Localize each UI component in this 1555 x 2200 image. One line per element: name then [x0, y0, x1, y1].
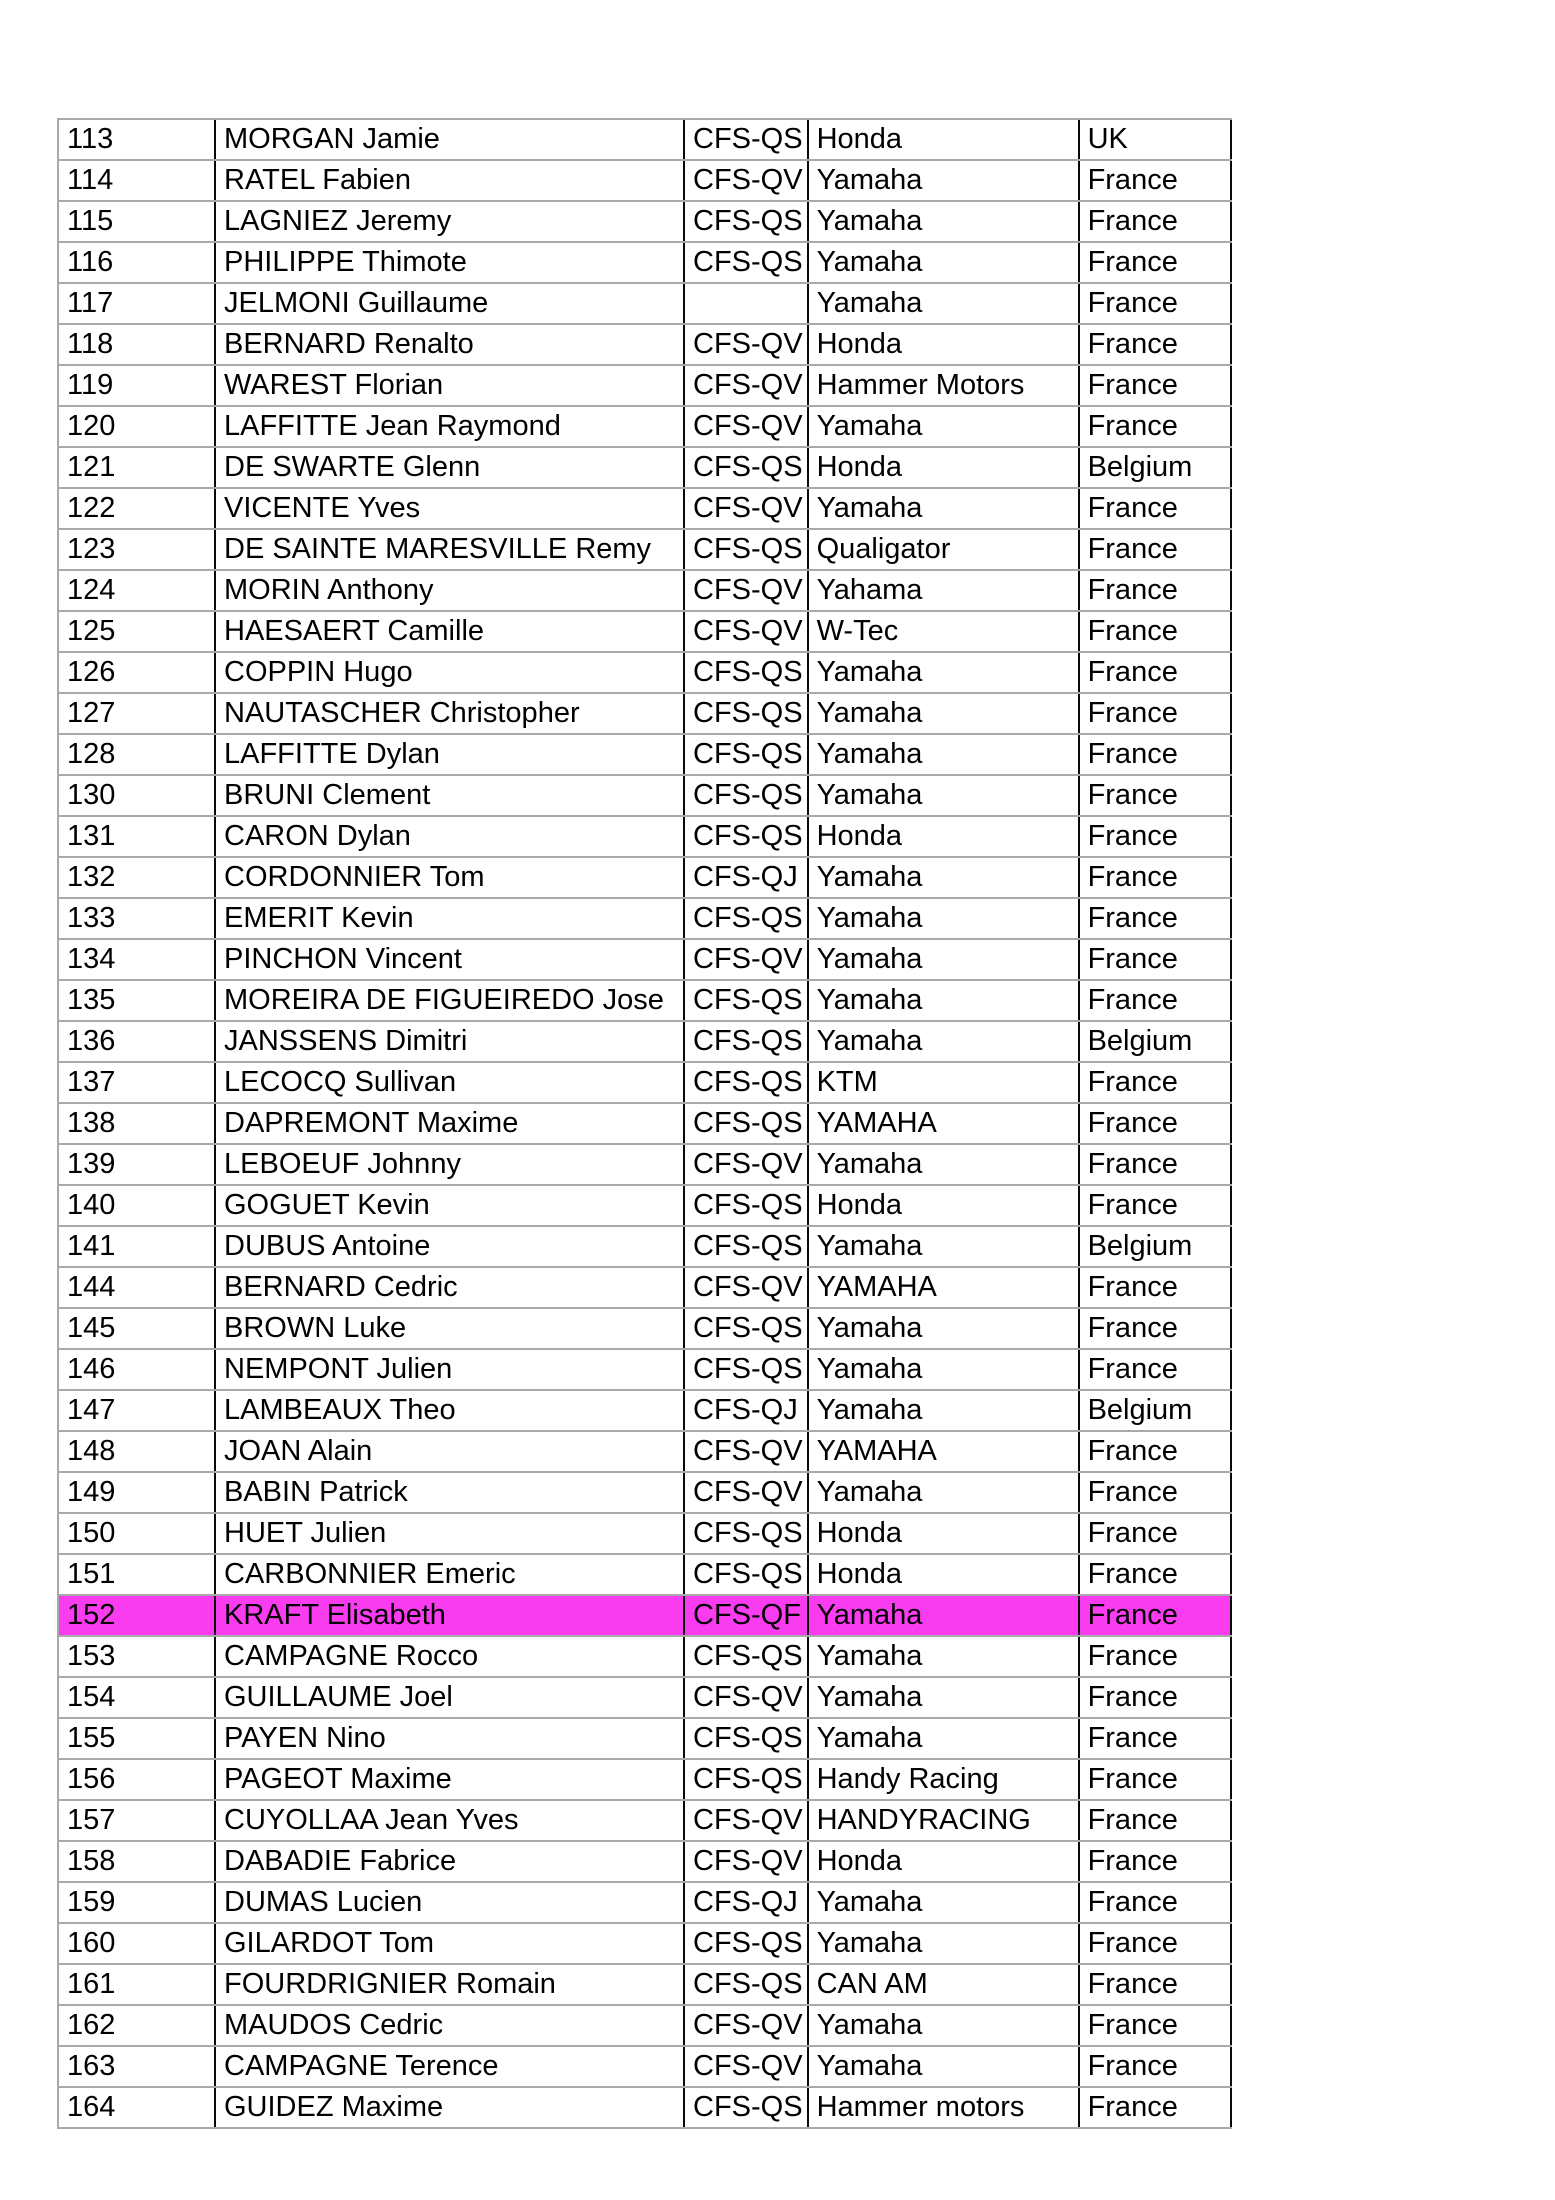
table-row: [58, 2087, 1231, 2128]
cell-class-code: CFS-QV: [684, 1841, 808, 1882]
cell-class-code: CFS-QS: [684, 693, 808, 734]
cell-rider-number: 116: [58, 242, 215, 283]
table-row: [58, 816, 1231, 857]
entry-list-body: [58, 119, 1231, 2128]
table-row: [58, 242, 1231, 283]
cell-rider-number: 132: [58, 857, 215, 898]
table-row: [58, 980, 1231, 1021]
cell-rider-name: GILARDOT Tom: [215, 1923, 684, 1964]
table-row: [58, 2046, 1231, 2087]
cell-brand: Yamaha: [808, 488, 1079, 529]
cell-country: UK: [1079, 119, 1231, 160]
cell-rider-number: 157: [58, 1800, 215, 1841]
cell-country: France: [1079, 2005, 1231, 2046]
cell-rider-number: 130: [58, 775, 215, 816]
table-row: [58, 365, 1231, 406]
cell-rider-number: 127: [58, 693, 215, 734]
cell-rider-name: KRAFT Elisabeth: [215, 1595, 684, 1636]
cell-rider-number: 150: [58, 1513, 215, 1554]
cell-country: France: [1079, 775, 1231, 816]
cell-brand: Honda: [808, 1185, 1079, 1226]
cell-class-code: CFS-QV: [684, 365, 808, 406]
cell-rider-number: 147: [58, 1390, 215, 1431]
cell-class-code: CFS-QS: [684, 775, 808, 816]
cell-rider-number: 159: [58, 1882, 215, 1923]
table-row: [58, 857, 1231, 898]
cell-country: Belgium: [1079, 447, 1231, 488]
cell-brand: Yamaha: [808, 242, 1079, 283]
cell-class-code: CFS-QS: [684, 1226, 808, 1267]
cell-country: France: [1079, 1185, 1231, 1226]
cell-rider-number: 138: [58, 1103, 215, 1144]
table-row: [58, 2005, 1231, 2046]
cell-class-code: CFS-QS: [684, 816, 808, 857]
cell-brand: Yamaha: [808, 1677, 1079, 1718]
cell-rider-name: PAGEOT Maxime: [215, 1759, 684, 1800]
cell-brand: Yamaha: [808, 898, 1079, 939]
cell-country: France: [1079, 1431, 1231, 1472]
cell-brand: Yamaha: [808, 2046, 1079, 2087]
cell-rider-number: 154: [58, 1677, 215, 1718]
cell-country: France: [1079, 1882, 1231, 1923]
cell-rider-name: DAPREMONT Maxime: [215, 1103, 684, 1144]
cell-country: France: [1079, 1144, 1231, 1185]
table-row: [58, 1144, 1231, 1185]
table-row: [58, 1882, 1231, 1923]
cell-class-code: CFS-QV: [684, 1472, 808, 1513]
table-row: [58, 160, 1231, 201]
cell-rider-name: LAMBEAUX Theo: [215, 1390, 684, 1431]
cell-class-code: CFS-QS: [684, 1308, 808, 1349]
cell-brand: Yamaha: [808, 1308, 1079, 1349]
cell-rider-name: GUILLAUME Joel: [215, 1677, 684, 1718]
cell-country: France: [1079, 980, 1231, 1021]
cell-class-code: CFS-QS: [684, 1103, 808, 1144]
cell-brand: Hammer Motors: [808, 365, 1079, 406]
table-row: [58, 1267, 1231, 1308]
cell-country: France: [1079, 1718, 1231, 1759]
cell-brand: KTM: [808, 1062, 1079, 1103]
cell-brand: W-Tec: [808, 611, 1079, 652]
table-row: [58, 570, 1231, 611]
table-row: [58, 1718, 1231, 1759]
cell-country: France: [1079, 201, 1231, 242]
cell-country: France: [1079, 1595, 1231, 1636]
cell-rider-number: 158: [58, 1841, 215, 1882]
cell-brand: Yamaha: [808, 1882, 1079, 1923]
table-row-highlighted: [58, 1595, 1231, 1636]
cell-rider-number: 140: [58, 1185, 215, 1226]
cell-brand: Yamaha: [808, 652, 1079, 693]
cell-rider-name: JOAN Alain: [215, 1431, 684, 1472]
cell-class-code: CFS-QS: [684, 1349, 808, 1390]
table-row: [58, 119, 1231, 160]
cell-country: France: [1079, 1964, 1231, 2005]
cell-country: Belgium: [1079, 1021, 1231, 1062]
cell-country: France: [1079, 2087, 1231, 2128]
cell-country: France: [1079, 1636, 1231, 1677]
cell-rider-number: 114: [58, 160, 215, 201]
cell-class-code: CFS-QS: [684, 980, 808, 1021]
cell-country: France: [1079, 1677, 1231, 1718]
cell-rider-name: PHILIPPE Thimote: [215, 242, 684, 283]
cell-rider-name: EMERIT Kevin: [215, 898, 684, 939]
cell-country: France: [1079, 1103, 1231, 1144]
cell-rider-number: 117: [58, 283, 215, 324]
cell-country: France: [1079, 1759, 1231, 1800]
cell-brand: Yamaha: [808, 1226, 1079, 1267]
table-row: [58, 1759, 1231, 1800]
table-row: [58, 1964, 1231, 2005]
cell-class-code: CFS-QV: [684, 1267, 808, 1308]
cell-class-code: CFS-QS: [684, 1513, 808, 1554]
cell-country: France: [1079, 693, 1231, 734]
cell-class-code: CFS-QS: [684, 1759, 808, 1800]
table-row: [58, 1841, 1231, 1882]
cell-class-code: CFS-QV: [684, 1431, 808, 1472]
cell-class-code: CFS-QS: [684, 1718, 808, 1759]
cell-rider-name: CUYOLLAA Jean Yves: [215, 1800, 684, 1841]
table-row: [58, 1800, 1231, 1841]
cell-rider-name: VICENTE Yves: [215, 488, 684, 529]
cell-class-code: CFS-QS: [684, 119, 808, 160]
cell-rider-number: 156: [58, 1759, 215, 1800]
cell-brand: Honda: [808, 447, 1079, 488]
cell-brand: Yamaha: [808, 1349, 1079, 1390]
cell-class-code: CFS-QS: [684, 242, 808, 283]
cell-rider-number: 125: [58, 611, 215, 652]
cell-class-code: CFS-QV: [684, 1800, 808, 1841]
cell-brand: Yamaha: [808, 939, 1079, 980]
cell-country: France: [1079, 1841, 1231, 1882]
cell-rider-name: MORGAN Jamie: [215, 119, 684, 160]
table-row: [58, 693, 1231, 734]
cell-rider-name: MAUDOS Cedric: [215, 2005, 684, 2046]
cell-brand: Yamaha: [808, 1636, 1079, 1677]
cell-class-code: CFS-QV: [684, 2005, 808, 2046]
cell-class-code: CFS-QS: [684, 1185, 808, 1226]
cell-brand: Yamaha: [808, 201, 1079, 242]
cell-country: France: [1079, 898, 1231, 939]
cell-class-code: CFS-QV: [684, 939, 808, 980]
cell-class-code: CFS-QS: [684, 652, 808, 693]
cell-rider-name: CORDONNIER Tom: [215, 857, 684, 898]
cell-rider-name: PAYEN Nino: [215, 1718, 684, 1759]
cell-brand: Yamaha: [808, 857, 1079, 898]
cell-rider-name: HAESAERT Camille: [215, 611, 684, 652]
cell-brand: Yamaha: [808, 693, 1079, 734]
cell-rider-number: 149: [58, 1472, 215, 1513]
cell-country: France: [1079, 816, 1231, 857]
cell-rider-number: 144: [58, 1267, 215, 1308]
table-row: [58, 939, 1231, 980]
cell-rider-name: CARON Dylan: [215, 816, 684, 857]
cell-country: France: [1079, 857, 1231, 898]
cell-class-code: CFS-QS: [684, 447, 808, 488]
table-row: [58, 1062, 1231, 1103]
cell-brand: Handy Racing: [808, 1759, 1079, 1800]
cell-brand: Honda: [808, 1513, 1079, 1554]
cell-rider-name: CARBONNIER Emeric: [215, 1554, 684, 1595]
cell-country: France: [1079, 1308, 1231, 1349]
cell-rider-name: BRUNI Clement: [215, 775, 684, 816]
cell-rider-name: BERNARD Renalto: [215, 324, 684, 365]
table-row: [58, 1431, 1231, 1472]
cell-rider-name: LECOCQ Sullivan: [215, 1062, 684, 1103]
cell-class-code: CFS-QS: [684, 1062, 808, 1103]
cell-country: France: [1079, 1800, 1231, 1841]
cell-brand: YAMAHA: [808, 1103, 1079, 1144]
cell-brand: Yamaha: [808, 283, 1079, 324]
cell-rider-number: 146: [58, 1349, 215, 1390]
cell-rider-number: 126: [58, 652, 215, 693]
cell-brand: Yahama: [808, 570, 1079, 611]
cell-rider-number: 120: [58, 406, 215, 447]
cell-brand: Yamaha: [808, 980, 1079, 1021]
cell-rider-number: 141: [58, 1226, 215, 1267]
cell-rider-number: 135: [58, 980, 215, 1021]
cell-class-code: CFS-QV: [684, 2046, 808, 2087]
cell-rider-number: 136: [58, 1021, 215, 1062]
cell-rider-name: MORIN Anthony: [215, 570, 684, 611]
cell-brand: Yamaha: [808, 1472, 1079, 1513]
cell-class-code: CFS-QV: [684, 611, 808, 652]
table-row: [58, 1226, 1231, 1267]
cell-rider-name: LAGNIEZ Jeremy: [215, 201, 684, 242]
cell-country: France: [1079, 611, 1231, 652]
cell-country: France: [1079, 1062, 1231, 1103]
table-row: [58, 529, 1231, 570]
cell-country: France: [1079, 242, 1231, 283]
cell-brand: Honda: [808, 1554, 1079, 1595]
cell-rider-name: CAMPAGNE Rocco: [215, 1636, 684, 1677]
cell-class-code: CFS-QS: [684, 734, 808, 775]
cell-class-code: CFS-QV: [684, 324, 808, 365]
cell-rider-name: DE SAINTE MARESVILLE Remy: [215, 529, 684, 570]
cell-country: France: [1079, 734, 1231, 775]
cell-rider-name: COPPIN Hugo: [215, 652, 684, 693]
cell-class-code: CFS-QV: [684, 570, 808, 611]
table-row: [58, 406, 1231, 447]
cell-class-code: [684, 283, 808, 324]
cell-rider-name: FOURDRIGNIER Romain: [215, 1964, 684, 2005]
cell-country: France: [1079, 570, 1231, 611]
cell-class-code: CFS-QV: [684, 406, 808, 447]
table-row: [58, 1636, 1231, 1677]
cell-rider-number: 139: [58, 1144, 215, 1185]
cell-country: France: [1079, 1554, 1231, 1595]
table-row: [58, 1185, 1231, 1226]
cell-rider-number: 122: [58, 488, 215, 529]
cell-class-code: CFS-QJ: [684, 857, 808, 898]
table-row: [58, 775, 1231, 816]
table-row: [58, 1021, 1231, 1062]
cell-brand: Yamaha: [808, 2005, 1079, 2046]
cell-rider-number: 137: [58, 1062, 215, 1103]
cell-brand: Honda: [808, 816, 1079, 857]
cell-brand: Yamaha: [808, 1595, 1079, 1636]
cell-rider-name: NEMPONT Julien: [215, 1349, 684, 1390]
cell-rider-number: 153: [58, 1636, 215, 1677]
cell-rider-name: DABADIE Fabrice: [215, 1841, 684, 1882]
cell-class-code: CFS-QS: [684, 1923, 808, 1964]
cell-rider-name: GOGUET Kevin: [215, 1185, 684, 1226]
table-row: [58, 1472, 1231, 1513]
table-row: [58, 1923, 1231, 1964]
table-row: [58, 1554, 1231, 1595]
cell-rider-name: CAMPAGNE Terence: [215, 2046, 684, 2087]
cell-class-code: CFS-QV: [684, 1677, 808, 1718]
cell-brand: YAMAHA: [808, 1267, 1079, 1308]
table-row: [58, 1349, 1231, 1390]
cell-rider-name: DUMAS Lucien: [215, 1882, 684, 1923]
cell-rider-number: 148: [58, 1431, 215, 1472]
cell-class-code: CFS-QS: [684, 2087, 808, 2128]
cell-brand: Honda: [808, 324, 1079, 365]
table-row: [58, 488, 1231, 529]
cell-class-code: CFS-QS: [684, 1636, 808, 1677]
cell-country: France: [1079, 488, 1231, 529]
cell-country: France: [1079, 1349, 1231, 1390]
cell-rider-number: 162: [58, 2005, 215, 2046]
table-row: [58, 1103, 1231, 1144]
cell-country: France: [1079, 1267, 1231, 1308]
cell-rider-name: BABIN Patrick: [215, 1472, 684, 1513]
cell-country: France: [1079, 406, 1231, 447]
cell-rider-number: 123: [58, 529, 215, 570]
cell-rider-name: WAREST Florian: [215, 365, 684, 406]
cell-rider-number: 118: [58, 324, 215, 365]
cell-class-code: CFS-QV: [684, 488, 808, 529]
cell-rider-name: NAUTASCHER Christopher: [215, 693, 684, 734]
cell-rider-number: 113: [58, 119, 215, 160]
cell-rider-number: 160: [58, 1923, 215, 1964]
cell-brand: Yamaha: [808, 1390, 1079, 1431]
cell-rider-number: 115: [58, 201, 215, 242]
table-row: [58, 1390, 1231, 1431]
cell-class-code: CFS-QS: [684, 201, 808, 242]
cell-country: France: [1079, 324, 1231, 365]
cell-country: France: [1079, 160, 1231, 201]
cell-country: France: [1079, 652, 1231, 693]
cell-rider-name: BROWN Luke: [215, 1308, 684, 1349]
cell-rider-name: JELMONI Guillaume: [215, 283, 684, 324]
cell-brand: Qualigator: [808, 529, 1079, 570]
cell-brand: Yamaha: [808, 1021, 1079, 1062]
cell-rider-name: BERNARD Cedric: [215, 1267, 684, 1308]
cell-country: France: [1079, 1923, 1231, 1964]
cell-class-code: CFS-QF: [684, 1595, 808, 1636]
cell-class-code: CFS-QS: [684, 529, 808, 570]
cell-brand: Hammer motors: [808, 2087, 1079, 2128]
cell-class-code: CFS-QJ: [684, 1390, 808, 1431]
cell-country: France: [1079, 1513, 1231, 1554]
cell-country: France: [1079, 939, 1231, 980]
cell-rider-number: 161: [58, 1964, 215, 2005]
cell-rider-name: LEBOEUF Johnny: [215, 1144, 684, 1185]
cell-rider-name: PINCHON Vincent: [215, 939, 684, 980]
cell-brand: HANDYRACING: [808, 1800, 1079, 1841]
cell-brand: Yamaha: [808, 775, 1079, 816]
cell-brand: YAMAHA: [808, 1431, 1079, 1472]
cell-brand: Yamaha: [808, 1923, 1079, 1964]
cell-rider-number: 145: [58, 1308, 215, 1349]
cell-rider-number: 124: [58, 570, 215, 611]
cell-country: France: [1079, 1472, 1231, 1513]
cell-class-code: CFS-QS: [684, 1964, 808, 2005]
cell-brand: Honda: [808, 1841, 1079, 1882]
table-row: [58, 1513, 1231, 1554]
table-row: [58, 898, 1231, 939]
cell-country: Belgium: [1079, 1226, 1231, 1267]
cell-country: France: [1079, 2046, 1231, 2087]
cell-rider-name: JANSSENS Dimitri: [215, 1021, 684, 1062]
table-row: [58, 734, 1231, 775]
cell-rider-number: 134: [58, 939, 215, 980]
cell-brand: Yamaha: [808, 1718, 1079, 1759]
cell-country: France: [1079, 365, 1231, 406]
cell-rider-number: 121: [58, 447, 215, 488]
cell-rider-name: DE SWARTE Glenn: [215, 447, 684, 488]
cell-class-code: CFS-QV: [684, 160, 808, 201]
cell-rider-number: 163: [58, 2046, 215, 2087]
table-row: [58, 447, 1231, 488]
cell-class-code: CFS-QV: [684, 1144, 808, 1185]
table-row: [58, 611, 1231, 652]
cell-rider-name: LAFFITTE Dylan: [215, 734, 684, 775]
cell-class-code: CFS-QS: [684, 1554, 808, 1595]
cell-rider-number: 155: [58, 1718, 215, 1759]
cell-rider-name: HUET Julien: [215, 1513, 684, 1554]
cell-brand: CAN AM: [808, 1964, 1079, 2005]
cell-rider-number: 133: [58, 898, 215, 939]
cell-rider-number: 119: [58, 365, 215, 406]
cell-class-code: CFS-QJ: [684, 1882, 808, 1923]
cell-rider-name: GUIDEZ Maxime: [215, 2087, 684, 2128]
cell-rider-number: 128: [58, 734, 215, 775]
entry-list-table: [57, 118, 1232, 2129]
cell-rider-name: MOREIRA DE FIGUEIREDO Jose: [215, 980, 684, 1021]
cell-country: Belgium: [1079, 1390, 1231, 1431]
cell-class-code: CFS-QS: [684, 1021, 808, 1062]
cell-rider-name: DUBUS Antoine: [215, 1226, 684, 1267]
table-row: [58, 1308, 1231, 1349]
cell-rider-number: 164: [58, 2087, 215, 2128]
cell-brand: Yamaha: [808, 160, 1079, 201]
cell-brand: Honda: [808, 119, 1079, 160]
cell-rider-number: 131: [58, 816, 215, 857]
table-row: [58, 201, 1231, 242]
cell-rider-name: LAFFITTE Jean Raymond: [215, 406, 684, 447]
table-row: [58, 283, 1231, 324]
cell-rider-number: 151: [58, 1554, 215, 1595]
table-row: [58, 324, 1231, 365]
cell-class-code: CFS-QS: [684, 898, 808, 939]
table-row: [58, 1677, 1231, 1718]
cell-brand: Yamaha: [808, 1144, 1079, 1185]
table-row: [58, 652, 1231, 693]
cell-brand: Yamaha: [808, 406, 1079, 447]
cell-rider-name: RATEL Fabien: [215, 160, 684, 201]
cell-country: France: [1079, 283, 1231, 324]
cell-brand: Yamaha: [808, 734, 1079, 775]
cell-rider-number: 152: [58, 1595, 215, 1636]
cell-country: France: [1079, 529, 1231, 570]
